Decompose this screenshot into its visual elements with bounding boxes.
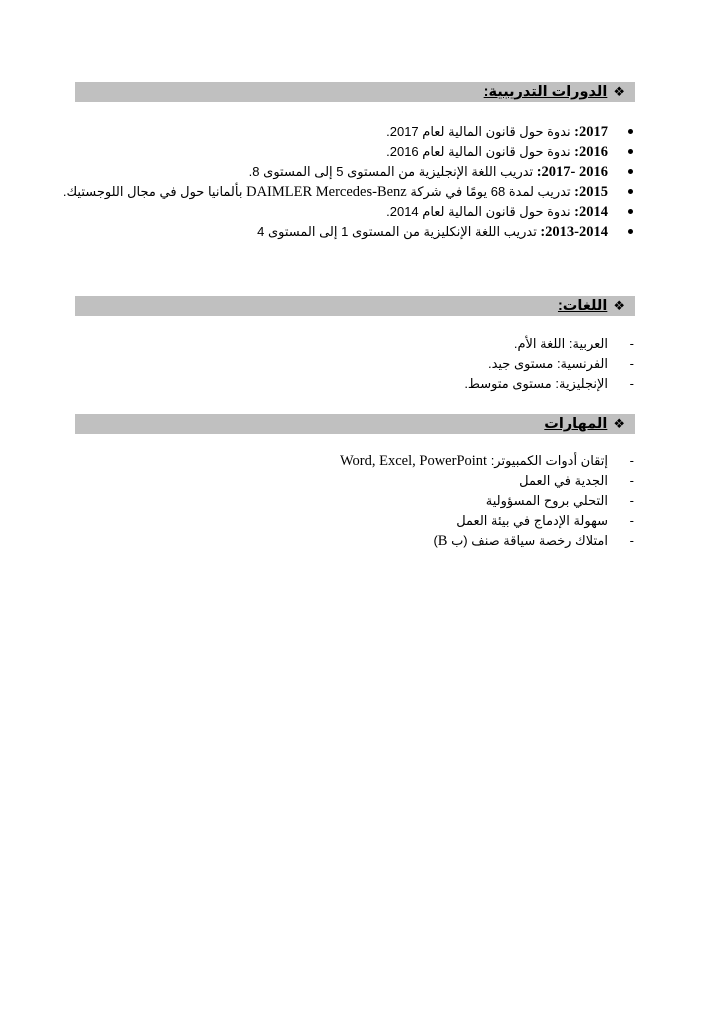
item-year: 2016:: [574, 144, 608, 160]
item-year: 2014:: [574, 204, 608, 220]
list-item: [70, 162, 608, 182]
item-text: تدريب اللغة الإنجليزية من المستوى 5 إلى المستوى 8.: [248, 164, 534, 179]
list-item: [200, 334, 634, 354]
item-year: 2016 -2017:: [536, 164, 608, 180]
item-text: إتقان أدوات الكمبيوتر:: [487, 453, 608, 468]
item-text: سهولة الإدماج في بيئة العمل: [456, 513, 608, 528]
section-header-skills: [75, 414, 635, 434]
item-text: العربية: اللغة الأم.: [513, 336, 608, 351]
diamond-bullet-icon: ❖: [613, 416, 625, 431]
skills-list: [200, 451, 634, 551]
item-text: الإنجليزية: مستوى متوسط.: [464, 376, 608, 391]
item-year: 2013-2014:: [540, 224, 608, 240]
list-item: [200, 531, 634, 551]
list-item: [70, 202, 608, 222]
training-list: [62, 122, 608, 242]
item-text: امتلاك رخصة سياقة صنف (ب: [447, 533, 608, 548]
bullet-dot-icon: [628, 149, 633, 154]
section-title: الدورات التدريبية:: [483, 84, 608, 100]
item-text: ندوة حول قانون المالية لعام 2014.: [386, 204, 571, 219]
list-item: [70, 122, 608, 142]
dash-bullet-icon: -: [629, 336, 634, 351]
bullet-dot-icon: [628, 229, 633, 234]
item-text: [63, 184, 571, 199]
item-text: ندوة حول قانون المالية لعام 2017.: [386, 124, 571, 139]
list-item: [70, 222, 608, 242]
dash-bullet-icon: -: [629, 533, 634, 548]
section-header-training: [75, 82, 635, 102]
item-text: الجدية في العمل: [519, 473, 608, 488]
dash-bullet-icon: -: [629, 473, 634, 488]
diamond-bullet-icon: ❖: [613, 298, 625, 313]
bullet-dot-icon: [628, 129, 633, 134]
list-item: [200, 374, 634, 394]
section-title: اللغات:: [557, 298, 608, 314]
dash-bullet-icon: -: [629, 453, 634, 468]
diamond-bullet-icon: ❖: [613, 84, 625, 99]
list-item: [200, 471, 634, 491]
bullet-dot-icon: [628, 209, 633, 214]
company-name: DAIMLER Mercedes-Benz: [246, 184, 407, 200]
license-class: B: [437, 533, 448, 549]
item-year: 2017:: [574, 124, 608, 140]
dash-bullet-icon: -: [629, 493, 634, 508]
item-year: 2015:: [574, 184, 608, 200]
item-text-part: بألمانيا حول في مجال اللوجستيك.: [62, 184, 247, 199]
list-item: [70, 142, 608, 162]
bullet-dot-icon: [628, 169, 633, 174]
list-item: [200, 491, 634, 511]
list-item: [200, 511, 634, 531]
item-text: تدريب اللغة الإنكليزية من المستوى 1 إلى المستوى 4: [257, 224, 537, 239]
section-title: المهارات: [544, 416, 608, 432]
item-text: الفرنسية: مستوى جيد.: [487, 356, 608, 371]
dash-bullet-icon: -: [629, 513, 634, 528]
list-item: [200, 354, 634, 374]
section-header-languages: [75, 296, 635, 316]
item-text: ندوة حول قانون المالية لعام 2016.: [386, 144, 571, 159]
bullet-dot-icon: [628, 189, 633, 194]
dash-bullet-icon: -: [629, 356, 634, 371]
software-names: Word, Excel, PowerPoint: [340, 453, 488, 469]
dash-bullet-icon: -: [629, 376, 634, 391]
list-item: [60, 182, 608, 202]
item-text-part: ): [433, 533, 438, 548]
item-text: التحلي بروح المسؤولية: [485, 493, 608, 508]
list-item: [200, 451, 634, 471]
languages-list: [200, 334, 634, 394]
item-text-part: تدريب لمدة 68 يومًا في شركة: [406, 184, 571, 199]
